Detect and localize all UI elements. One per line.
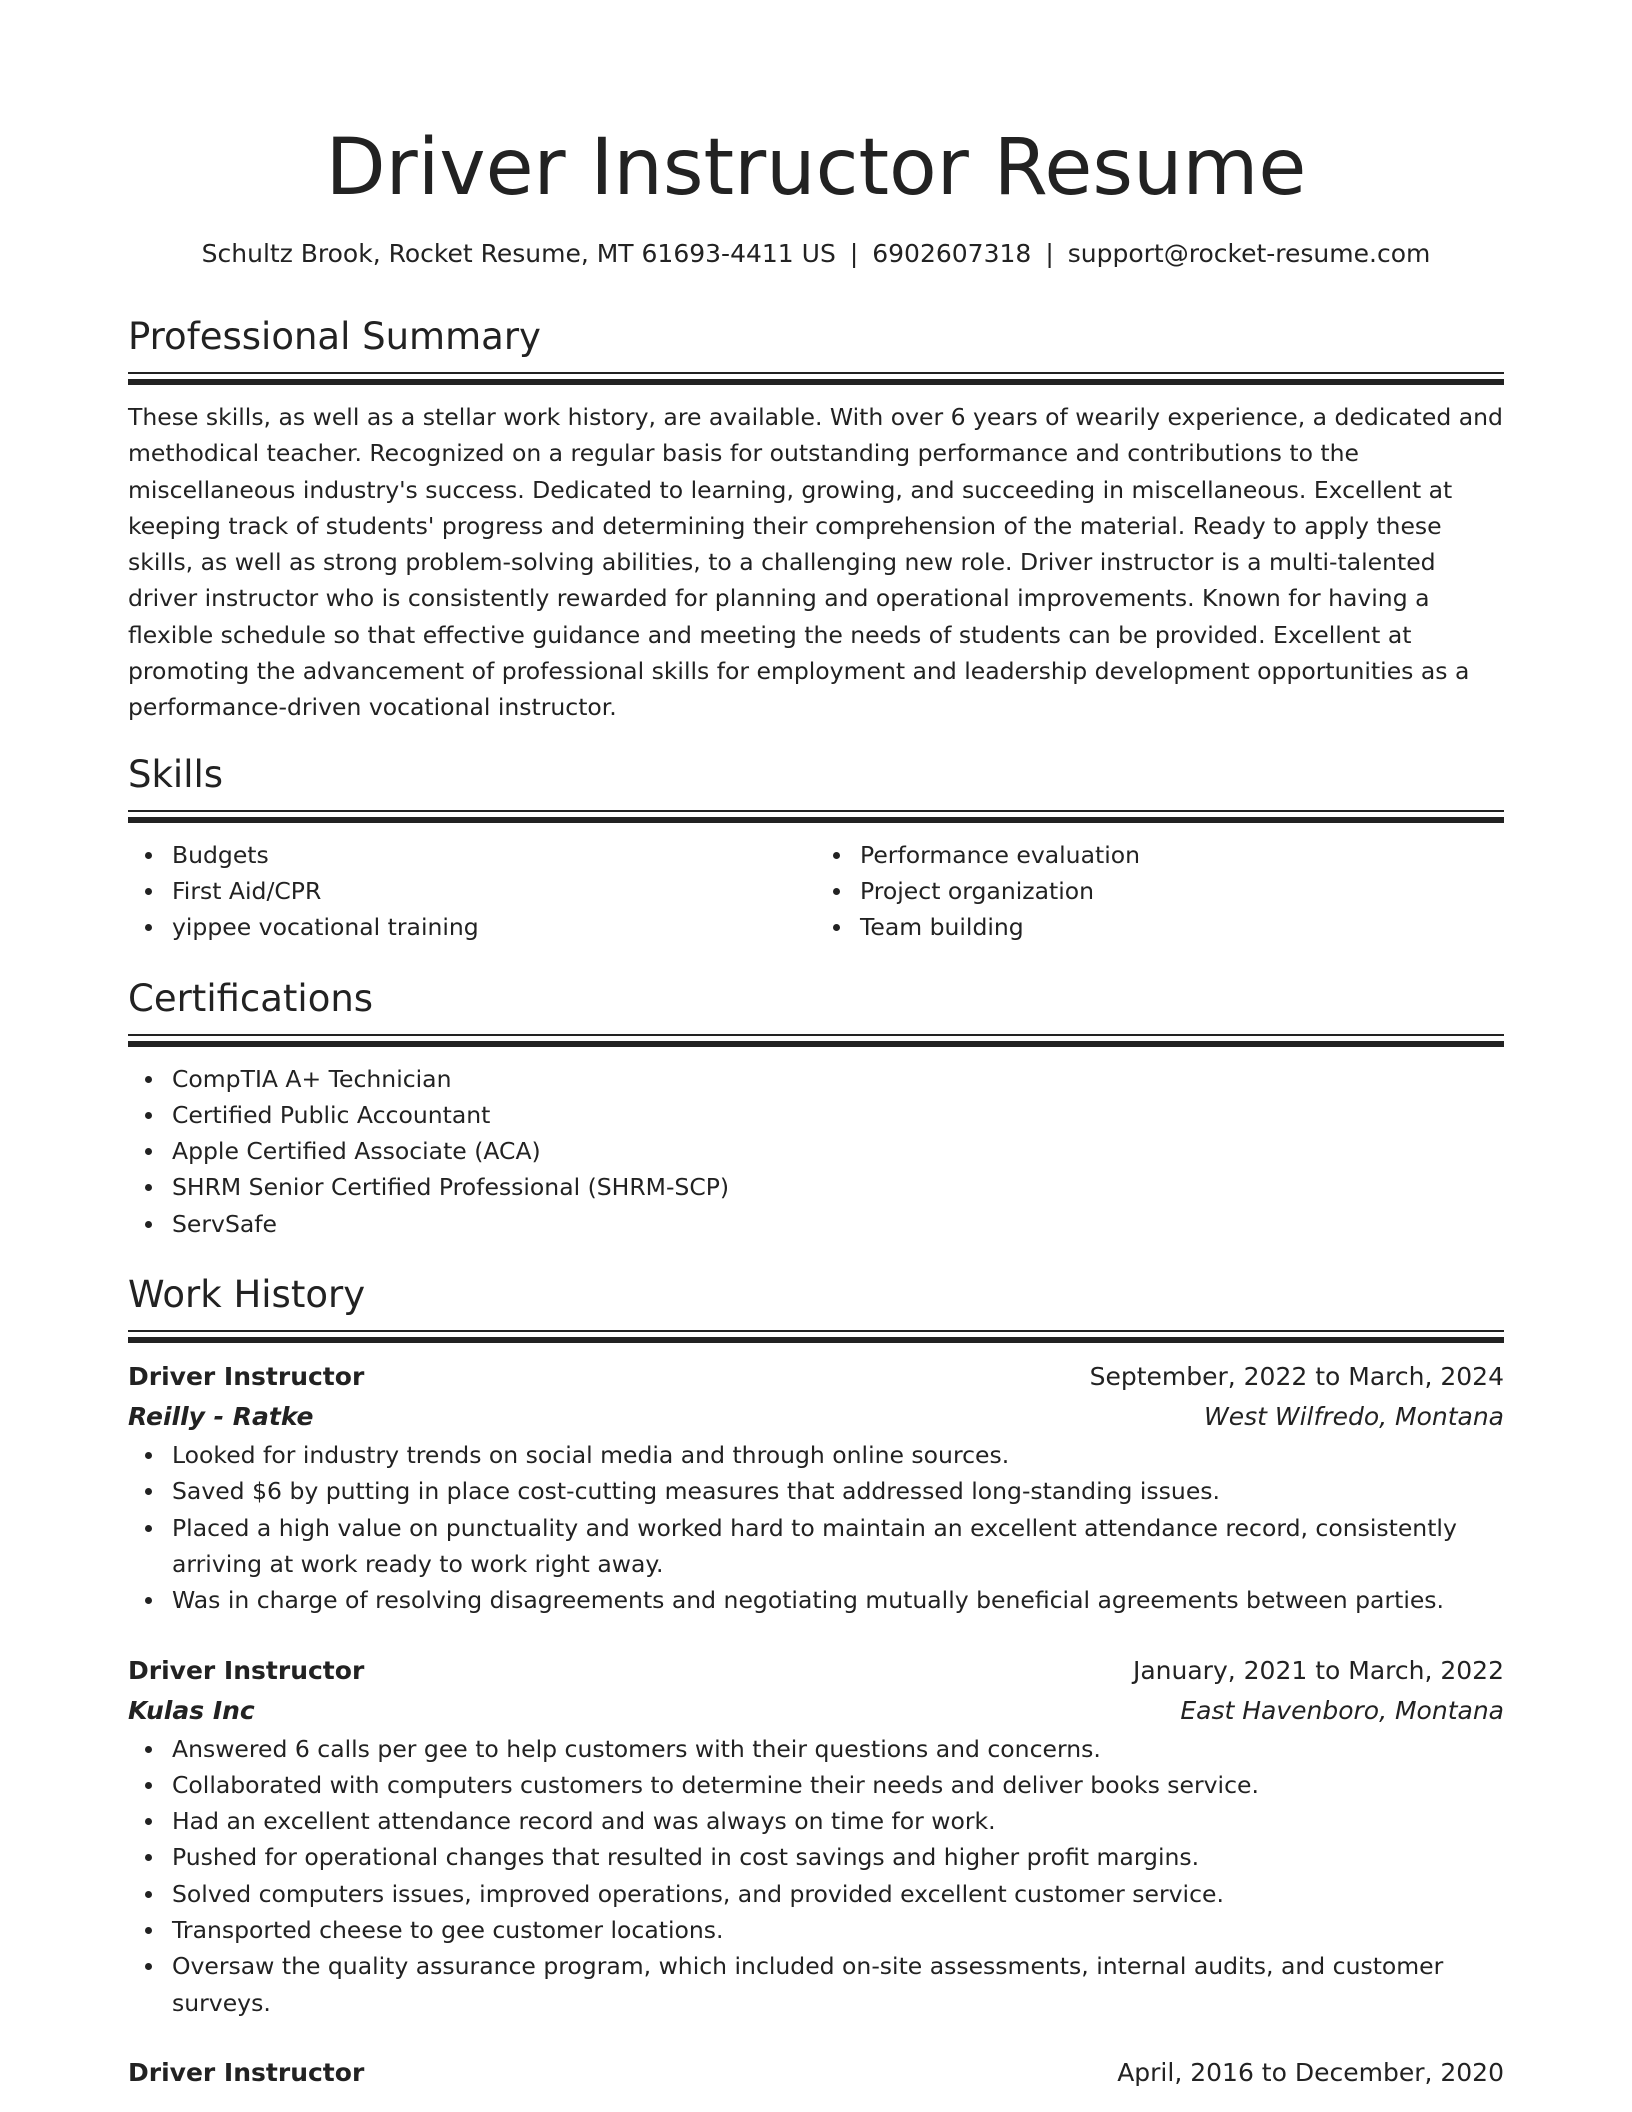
job-dates: September, 2022 to March, 2024 (1089, 1362, 1504, 1392)
job-title: Driver Instructor (128, 1655, 365, 1685)
summary-text: These skills, as well as a stellar work history, are available. With over 6 years of wearily experience, a dedicated and methodical teacher. Recognized on a regular basis for outstanding performance and contributions to the miscellaneous industry's success. Dedicated to learning, growing, and succeeding in miscellaneous. Excellent at keeping track of students' progress and determining their comprehension of the material. Ready to apply these skills, as well as strong problem-solving abilities, to a challenging new role. Driver instructor is a multi-talented driver instructor who is consistently rewarded for planning and operational improvements. Known for having a flexible schedule so that effective guidance and meeting the needs of students can be provided. Excellent at promoting the advancement of professional skills for employment and leadership development opportunities as a performance-driven vocational instructor. (128, 403, 1503, 722)
skills-list-left (128, 837, 816, 946)
job-location: East Havenboro, Montana (1180, 1695, 1504, 1725)
job-entry (128, 2053, 1504, 2093)
certifications-section (128, 974, 1504, 1242)
section-heading-work-history: Work History (128, 1273, 366, 1317)
contact-phone: 6902607318 (872, 239, 1032, 268)
job-bullet: Collaborated with computers customers to determine their needs and deliver books service. (172, 1767, 1504, 1803)
job-bullet: Solved computers issues, improved operations, and provided excellent customer service. (172, 1876, 1504, 1912)
job-bullet: Pushed for operational changes that resulted in cost savings and higher profit margins. (172, 1839, 1504, 1875)
job-dates: April, 2016 to December, 2020 (1117, 2057, 1504, 2087)
job-subheader (128, 1397, 1504, 1437)
job-bullet: Was in charge of resolving disagreements and negotiating mutually beneficial agreements between parties. (172, 1582, 1504, 1618)
job-bullet: Answered 6 calls per gee to help customers with their questions and concerns. (172, 1731, 1504, 1767)
resume-page (128, 0, 1504, 2093)
contact-separator: | (1045, 239, 1054, 268)
job-dates: January, 2021 to March, 2022 (1132, 1655, 1504, 1685)
section-heading-skills: Skills (128, 752, 224, 796)
job-bullet: Saved $6 by putting in place cost-cutting measures that addressed long-standing issues. (172, 1473, 1504, 1509)
job-header (128, 1357, 1504, 1397)
skill-item: yippee vocational training (172, 909, 816, 945)
job-header (128, 2053, 1504, 2093)
job-bullet: Oversaw the quality assurance program, which included on-site assessments, internal audits, and customer surveys. (172, 1948, 1504, 2021)
contact-line (128, 236, 1504, 272)
certification-item: CompTIA A+ Technician (172, 1061, 1504, 1097)
job-entry (128, 1357, 1504, 1618)
job-bullet: Placed a high value on punctuality and worked hard to maintain an excellent attendance record, consistently arriving at work ready to work right away. (172, 1510, 1504, 1583)
section-divider (128, 372, 1504, 385)
job-location: West Wilfredo, Montana (1204, 1402, 1504, 1432)
certifications-list (128, 1061, 1504, 1242)
section-divider (128, 1034, 1504, 1047)
job-bullets (128, 1437, 1504, 1618)
skill-item: Project organization (860, 873, 1504, 909)
skill-item: Team building (860, 909, 1504, 945)
skill-item: Budgets (172, 837, 816, 873)
contact-address: Schultz Brook, Rocket Resume, MT 61693-4411 US (201, 239, 836, 268)
job-bullet: Looked for industry trends on social media and through online sources. (172, 1437, 1504, 1473)
certification-item: Certified Public Accountant (172, 1097, 1504, 1133)
section-divider (128, 810, 1504, 823)
skills-list-right (816, 837, 1504, 946)
certification-item: ServSafe (172, 1206, 1504, 1242)
contact-separator: | (849, 239, 859, 268)
job-title: Driver Instructor (128, 2057, 365, 2087)
certification-item: Apple Certified Associate (ACA) (172, 1133, 1504, 1169)
resume-title: Driver Instructor Resume (325, 123, 1307, 213)
section-heading-summary: Professional Summary (128, 315, 541, 358)
job-company: Kulas Inc (128, 1695, 255, 1725)
job-title: Driver Instructor (128, 1362, 365, 1392)
summary-section (128, 312, 1504, 726)
job-bullet: Transported cheese to gee customer locations. (172, 1912, 1504, 1948)
job-entry (128, 1651, 1504, 2021)
work-history-section (128, 1270, 1504, 2093)
job-bullets (128, 1731, 1504, 2021)
certification-item: SHRM Senior Certified Professional (SHRM-SCP) (172, 1169, 1504, 1205)
skill-item: First Aid/CPR (172, 873, 816, 909)
job-header (128, 1651, 1504, 1691)
skills-grid (128, 837, 1504, 946)
job-bullet: Had an excellent attendance record and was always on time for work. (172, 1803, 1504, 1839)
section-divider (128, 1330, 1504, 1343)
job-company: Reilly - Ratke (128, 1402, 314, 1432)
skills-section (128, 750, 1504, 946)
skill-item: Performance evaluation (860, 837, 1504, 873)
contact-email: support@rocket-resume.com (1067, 239, 1431, 268)
job-subheader (128, 1691, 1504, 1731)
section-heading-certifications: Certifications (128, 976, 374, 1020)
